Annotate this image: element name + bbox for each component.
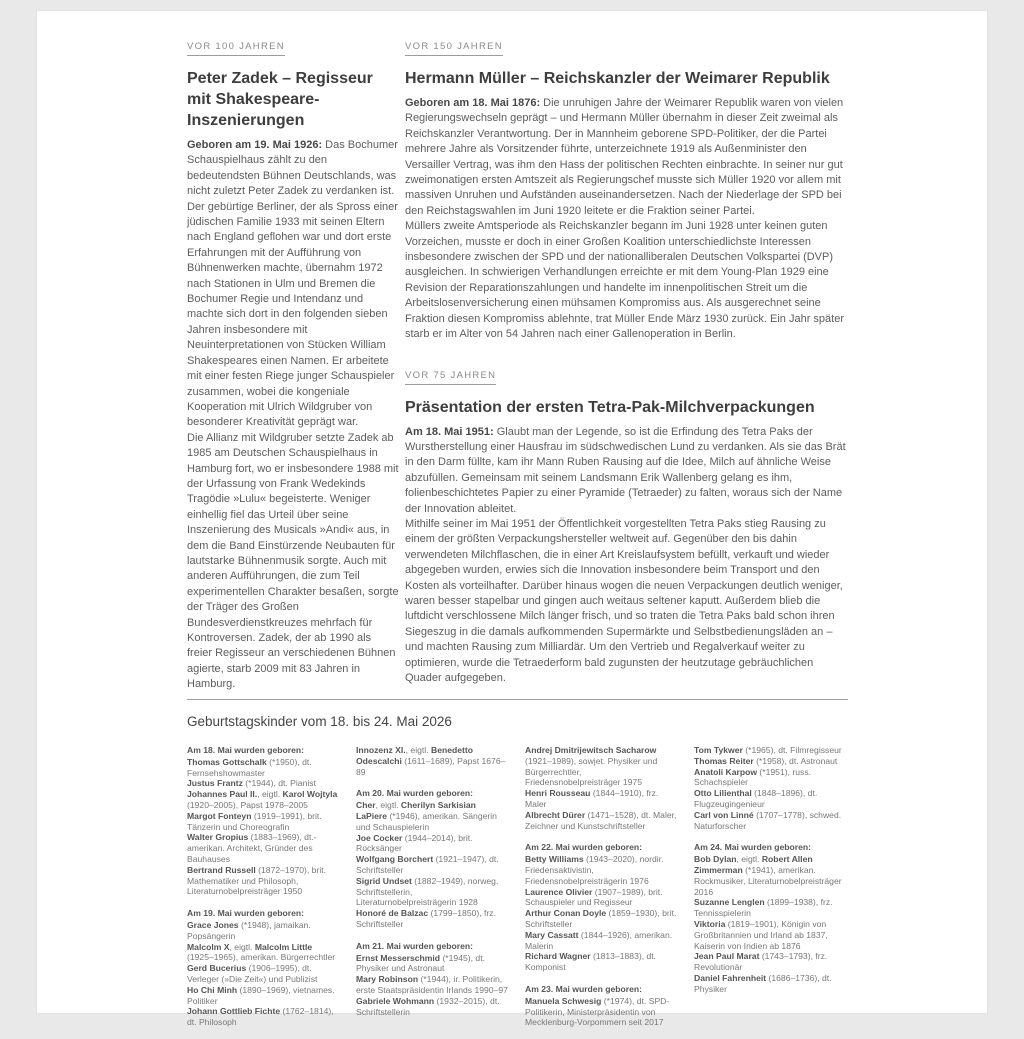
person-name: Cher xyxy=(356,800,376,811)
person-name: Walter Gropius xyxy=(187,832,249,843)
person-detail: (1921–1947), dt. Schriftsteller xyxy=(356,854,499,875)
person-detail: (*1945), dt. Physiker und Astronaut xyxy=(356,952,485,974)
article-paragraph: Mithilfe seiner im Mai 1951 der Öffentlichkeit vorgestellten Tetra Paks stieg Rausing zu einem der größten Verpackungshersteller weltweit auf. Gegenüber den bis dahin verwendeten Milchflaschen, die in einer Art Kreislaufsystem befüllt, verkauft und wieder abgegeben wurden, erwies sich die Innovation insbesondere beim Transport und den Kosten als vorteilhafter. Darüber hinaus wogen die neuen Verpackungen deutlich weniger, waren besser stapelbar und gingen auch weitaus seltener kaputt. Außerdem blieb die luftdicht verschlossene Milch länger frisch, und so traten die Tetra Paks bald schon ihren Siegeszug in die damals aufkommenden Supermärkte und Selbstbedienungsläden an – und machten Rausing zum Milliardär. Um den Vertrieb und Regalverkauf weiter zu optimieren, wurde die Tetraederform bald zugunsten der heutzutage gebräuchlichen Quader aufgegeben. xyxy=(405,517,843,684)
person-name: Arthur Conan Doyle xyxy=(525,908,607,919)
person-name: Ernst Messerschmid xyxy=(356,952,441,963)
person-name: Innozenz XI. xyxy=(356,745,406,755)
birthday-group xyxy=(187,908,339,1028)
person-detail: (*1950), dt. Fernsehshowmaster xyxy=(187,756,312,778)
birthday-group-heading: Am 22. Mai wurden geboren: xyxy=(525,842,642,853)
person-detail: (1872–1970), brit. Mathematiker und Philosoph, Literaturnobelpreisträger 1950 xyxy=(187,864,327,897)
person-name: Joe Cocker xyxy=(356,832,403,843)
person-name: Johann Gottlieb Fichte xyxy=(187,1006,281,1017)
article-lead: Geboren am 18. Mai 1876: xyxy=(405,97,544,109)
person-detail: (1944–2014), brit. Rocksänger xyxy=(356,832,473,854)
person-name: Mary Cassatt xyxy=(525,929,579,940)
person-name: Carl von Linné xyxy=(694,809,754,820)
birthday-group xyxy=(356,745,508,777)
birthday-entry xyxy=(356,974,508,996)
article-tetrapak xyxy=(405,370,848,687)
person-name: Bertrand Russell xyxy=(187,864,256,875)
person-detail: , eigtl. xyxy=(257,789,283,800)
person-detail: (1921–1989), sowjet. Physiker und Bürgerrechtler, Friedensnobelpreisträger 1975 xyxy=(525,755,658,788)
birthday-entry xyxy=(525,854,677,886)
left-column xyxy=(187,41,399,693)
birthday-entry xyxy=(187,811,339,833)
person-detail: (1882–1949), norweg. Schriftstellerin, Literaturnobelpreisträgerin 1928 xyxy=(356,875,499,908)
person-name: Wolfgang Borchert xyxy=(356,854,434,865)
person-detail: (1813–1883), dt. Komponist xyxy=(525,951,657,973)
birthday-entry xyxy=(694,951,846,973)
section-divider xyxy=(187,699,848,700)
person-detail: (1890–1969), vietnames. Politiker xyxy=(187,984,335,1006)
person-name: Robert Allen Zimmerman xyxy=(694,854,813,875)
person-name: Suzanne Lenglen xyxy=(694,897,765,908)
birthday-entry xyxy=(525,908,677,930)
birthday-entry xyxy=(525,745,677,788)
person-name: Anatoli Karpow xyxy=(694,766,758,777)
person-name: Bob Dylan xyxy=(694,854,737,865)
person-detail: (1907–1989), brit. Schauspieler und Regisseur xyxy=(525,886,663,908)
birthday-entry xyxy=(525,930,677,952)
person-name: Henri Rousseau xyxy=(525,788,591,799)
birthday-entry xyxy=(187,778,339,789)
person-detail: (1686–1736), dt. Physiker xyxy=(694,972,832,994)
birthday-entry xyxy=(187,963,339,985)
birthday-entry xyxy=(525,810,677,832)
person-detail: (1848–1896), dt. Flugzeugingenieur xyxy=(694,788,818,809)
person-detail: (*1974), dt. SPD-Politikerin, Ministerpräsidentin von Mecklenburg-Vorpommern seit 2017 xyxy=(525,995,670,1028)
birthday-entry xyxy=(187,757,339,779)
kicker-vor-150-jahren xyxy=(405,41,848,56)
birthday-entry xyxy=(356,854,508,876)
person-detail: , eigtl. xyxy=(736,854,762,865)
person-name: Gabriele Wohmann xyxy=(356,995,435,1006)
article-title: Hermann Müller – Reichskanzler der Weimarer Republik xyxy=(405,70,830,87)
person-name: Richard Wagner xyxy=(525,951,591,962)
article-body xyxy=(187,138,399,693)
birthday-group xyxy=(525,842,677,973)
birthday-entry xyxy=(187,920,339,942)
birthday-entry xyxy=(694,973,846,995)
birthday-group-heading: Am 18. Mai wurden geboren: xyxy=(187,745,304,755)
birthday-entry xyxy=(694,756,846,767)
person-detail: (*1946), amerikan. Sängerin und Schauspielerin xyxy=(356,810,497,832)
person-name: Tom Tykwer xyxy=(694,745,743,755)
birthday-column xyxy=(356,745,508,1039)
birthday-entry xyxy=(187,832,339,864)
birthday-entry xyxy=(187,985,339,1007)
person-name: Thomas Reiter xyxy=(694,755,754,766)
birthday-group-heading: Am 19. Mai wurden geboren: xyxy=(187,908,304,919)
birthday-group xyxy=(356,788,508,929)
person-detail: (*1958), dt. Astronaut xyxy=(753,755,838,766)
birthday-entry xyxy=(694,767,846,789)
birthday-group xyxy=(187,745,339,897)
kicker-vor-75-jahren xyxy=(405,370,848,385)
birthday-entry xyxy=(694,788,846,810)
person-detail: (1611–1689), Papst 1676–89 xyxy=(356,755,506,777)
birthday-group xyxy=(694,745,846,831)
birthday-column xyxy=(694,745,846,1039)
article-paragraph: Am 18. Mai 1951: Glaubt man der Legende, so ist die Erfindung des Tetra Paks der Wurstherstellung einer Hausfrau im südschwedischen Lund zu verdanken. Als sie das Brät in den Darm füllte, kam ihr Mann Ruben Rausing auf die Idee, Milch auf ähnliche Weise abzufüllen. Gemeinsam mit seinem Landsmann Erik Wallenberg gelang es ihm, folienbeschichtetes Papier zu einer Pyramide (Tetraeder) zu falten, woraus sich der Name der Innovation ableitet. xyxy=(405,425,846,515)
article-zadek xyxy=(187,41,399,693)
birthday-entry xyxy=(187,865,339,897)
birthday-column xyxy=(525,745,677,1039)
person-detail: (1919–1991), brit. Tänzerin und Choreografin xyxy=(187,810,322,832)
person-detail: (*1948), jamaikan. Popsängerin xyxy=(187,919,311,941)
kicker-vor-100-jahren xyxy=(187,41,399,56)
person-name: Johannes Paul II. xyxy=(187,789,258,800)
birthday-entry xyxy=(356,953,508,975)
person-detail: (1943–2020), nordir. Friedensaktivistin, Friedensnobelpreisträgerin 1976 xyxy=(525,854,664,886)
person-name: Mary Robinson xyxy=(356,974,419,985)
birthday-entry xyxy=(694,919,846,951)
kicker-label: VOR 150 JAHREN xyxy=(405,41,503,56)
person-detail: (1844–1910), frz. Maler xyxy=(525,788,659,809)
person-detail: (1906–1995), dt. Verleger (»Die Zeit«) und Publizist xyxy=(187,963,318,984)
person-detail: (1859–1930), brit. Schriftsteller xyxy=(525,908,677,929)
person-name: Andrej Dmitrijewitsch Sacharow xyxy=(525,745,657,755)
birthdays-heading: Geburtstagskinder vom 18. bis 24. Mai 2026 xyxy=(187,714,452,729)
birthday-columns xyxy=(187,745,848,1039)
person-detail: (1932–2015), dt. Schriftstellerin xyxy=(356,995,500,1017)
article-body xyxy=(405,96,848,343)
birthday-entry xyxy=(694,745,846,756)
person-name: Malcolm X xyxy=(187,941,230,952)
birthday-entry xyxy=(187,1006,339,1028)
article-lead: Geboren am 19. Mai 1926: xyxy=(187,139,326,151)
birthday-entry xyxy=(356,996,508,1018)
birthday-column xyxy=(187,745,339,1039)
person-detail: (*1944), ir. Politikerin, erste Staatspräsidentin Irlands 1990–97 xyxy=(356,974,508,995)
birthday-group-heading: Am 21. Mai wurden geboren: xyxy=(356,940,473,951)
article-paragraph: Die Allianz mit Wildgruber setzte Zadek ab 1985 am Deutschen Schauspielhaus in Hamburg fort, wo er insbesondere 1988 mit der Urfassung von Frank Wedekinds Tragödie »Lulu« begeisterte. Weniger einhellig fiel das Urteil über seine Inszenierung des Musicals »Andi« aus, in dem die Band Einstürzende Neubauten für lautstarke Bühnenmusik sorgte. Auch mit anderen Aufführungen, die zum Teil experimentellen Charakter besaßen, sorgte der Träger des Großen Bundesverdienstkreuzes mehrfach für Kontroversen. Zadek, der ab 1990 als freier Regisseur an verschiedenen Bühnen agierte, starb 2009 mit 83 Jahren in Hamburg. xyxy=(187,431,399,691)
article-body xyxy=(405,425,848,687)
person-name: Betty Williams xyxy=(525,854,584,865)
birthday-entry xyxy=(356,908,508,930)
birthday-group xyxy=(694,842,846,994)
birthday-entry xyxy=(187,789,339,811)
person-name: Albrecht Dürer xyxy=(525,809,586,820)
person-name: Thomas Gottschalk xyxy=(187,756,267,767)
person-name: Karol Wojtyla xyxy=(282,789,338,800)
person-name: Honoré de Balzac xyxy=(356,908,429,919)
article-paragraph: Geboren am 19. Mai 1926: Das Bochumer Schauspielhaus zählt zu den bedeutendsten Bühnen Deutschlands, was nicht zuletzt Peter Zadek zu verdanken ist. Der gebürtige Berliner, der als Spross einer jüdischen Familie 1933 mit seinen Eltern nach England geflohen war und dort erste Erfahrungen mit der Aufführung von Bühnenwerken machte, übernahm 1972 nach Stationen in Ulm und Bremen die Bochumer Regie und Intendanz und machte sich dort in den folgenden sieben Jahren insbesondere mit Neuinterpretationen von Stücken William Shakespeares einen Namen. Er arbeitete mit einer festen Riege junger Schauspieler zusammen, wobei die kongeniale Kooperation mit Ulrich Wildgruber von besonderer Kreativität geprägt war. xyxy=(187,139,398,429)
person-name: Jean Paul Marat xyxy=(694,951,760,962)
kicker-label: VOR 100 JAHREN xyxy=(187,41,285,56)
person-detail: , eigtl. xyxy=(405,745,431,755)
article-paragraph: Geboren am 18. Mai 1876: Die unruhigen Jahre der Weimarer Republik waren von vielen Regierungswechseln geprägt – und Hermann Müller übernahm in dieser Zeit zweimal als Reichskanzler Verantwortung. Der in Mannheim geborene SPD-Politiker, der die Partei mehrere Jahre als Vorsitzender führte, unterzeichnete 1919 als Außenminister den Versailler Vertrag, was ihm den Hass der politischen Rechten einbrachte. In seiner nur gut zweimonatigen ersten Amtszeit als Regierungschef musste sich Müller 1920 vor allem mit massiven Unruhen und Aufständen auseinandersetzen. Nach der Niederlage der SPD bei den Reichstagswahlen im Juni 1920 leitete er die Fraktion seiner Partei. xyxy=(405,97,844,217)
person-name: Benedetto Odescalchi xyxy=(356,745,474,766)
birthday-entry xyxy=(356,745,508,777)
birthdays-section xyxy=(187,699,848,1039)
person-detail: (1925–1965), amerikan. Bürgerrechtler xyxy=(187,952,336,963)
person-name: Laurence Olivier xyxy=(525,886,593,897)
birthday-entry xyxy=(694,897,846,919)
person-detail: (1743–1793), frz. Revolutionär xyxy=(694,951,828,973)
birthday-group-heading: Am 24. Mai wurden geboren: xyxy=(694,842,811,853)
birthday-group xyxy=(356,941,508,1018)
person-name: Malcolm Little xyxy=(254,941,313,952)
birthday-entry xyxy=(187,942,339,964)
article-title: Präsentation der ersten Tetra-Pak-Milchverpackungen xyxy=(405,398,815,416)
birthday-group xyxy=(525,984,677,1028)
person-detail: (1899–1938), frz. Tennisspielerin xyxy=(694,897,833,919)
birthday-entry xyxy=(694,810,846,832)
person-detail: (*1941), amerikan. Rockmusiker, Literaturnobelpreisträger 2016 xyxy=(694,864,842,897)
person-name: Gerd Bucerius xyxy=(187,963,247,974)
article-mueller xyxy=(405,41,848,343)
person-detail: (*1951), russ. Schachspieler xyxy=(694,766,812,788)
birthday-entry xyxy=(525,996,677,1028)
person-name: Manuela Schwesig xyxy=(525,995,602,1006)
person-detail: (*1944), dt. Pianist xyxy=(242,778,316,789)
birthday-entry xyxy=(694,854,846,897)
person-detail: , eigtl. xyxy=(375,800,401,811)
birthday-entry xyxy=(525,788,677,810)
person-detail: (1883–1969), dt.-amerikan. Architekt, Gründer des Bauhauses xyxy=(187,832,317,864)
right-column xyxy=(405,41,848,686)
person-name: Viktoria xyxy=(694,918,726,929)
person-name: Grace Jones xyxy=(187,919,239,930)
person-detail: (1799–1850), frz. Schriftsteller xyxy=(356,908,496,929)
person-detail: (1844–1926), amerikan. Malerin xyxy=(525,929,673,951)
birthday-entry xyxy=(356,876,508,908)
person-name: Sigrid Undset xyxy=(356,875,412,886)
person-name: Daniel Fahrenheit xyxy=(694,972,767,983)
person-name: Ho Chi Minh xyxy=(187,984,238,995)
article-title: Peter Zadek – Regisseur mit Shakespeare-Inszenierungen xyxy=(187,70,373,129)
birthday-group-heading: Am 23. Mai wurden geboren: xyxy=(525,983,642,994)
birthday-entry xyxy=(525,951,677,973)
person-name: Justus Frantz xyxy=(187,778,243,789)
person-detail: , eigtl. xyxy=(229,941,255,952)
person-detail: (1819–1901), Königin von Großbritannien und Irland ab 1837, Kaiserin von Indien ab 1876 xyxy=(694,918,828,951)
person-detail: (1762–1814), dt. Philosoph xyxy=(187,1006,334,1028)
birthday-group xyxy=(525,745,677,831)
kicker-label: VOR 75 JAHREN xyxy=(405,370,496,385)
person-detail: (1707–1778), schwed. Naturforscher xyxy=(694,809,842,831)
person-name: Margot Fonteyn xyxy=(187,810,252,821)
birthday-entry xyxy=(525,887,677,909)
article-lead: Am 18. Mai 1951: xyxy=(405,425,497,438)
article-paragraph: Müllers zweite Amtsperiode als Reichskanzler begann im Juni 1928 unter keinen guten Vorzeichen, musste er doch in einer Großen Koalition unterschiedlichste Interessen insbesondere zwischen der SPD und der nationalliberalen Deutschen Volkspartei (DVP) ausgleichen. In schwierigen Verhandlungen erreichte er mit dem Young-Plan 1929 eine Revision der Reparationszahlungen und handelte im innenpolitischen Streit um die Arbeitslosenversicherung einen mühsamen Kompromiss aus. Als ausgerechnet seine Fraktion diesen Kompromiss ablehnte, trat Müller Ende März 1930 zurück. Ein Jahr später starb er im Alter von 54 Jahren nach einer Gallenoperation in Berlin. xyxy=(405,220,844,341)
person-detail: (1471–1528), dt. Maler, Zeichner und Kunstschriftsteller xyxy=(525,809,677,831)
birthday-entry xyxy=(356,800,508,832)
person-name: Cherilyn Sarkisian LaPiere xyxy=(356,800,476,821)
person-name: Otto Lilienthal xyxy=(694,788,752,799)
person-detail: (1920–2005), Papst 1978–2005 xyxy=(187,799,308,810)
birthday-group-heading: Am 20. Mai wurden geboren: xyxy=(356,788,473,799)
calendar-page xyxy=(36,10,988,1028)
birthday-entry xyxy=(356,833,508,855)
person-detail: (*1965), dt. Filmregisseur xyxy=(742,745,842,755)
